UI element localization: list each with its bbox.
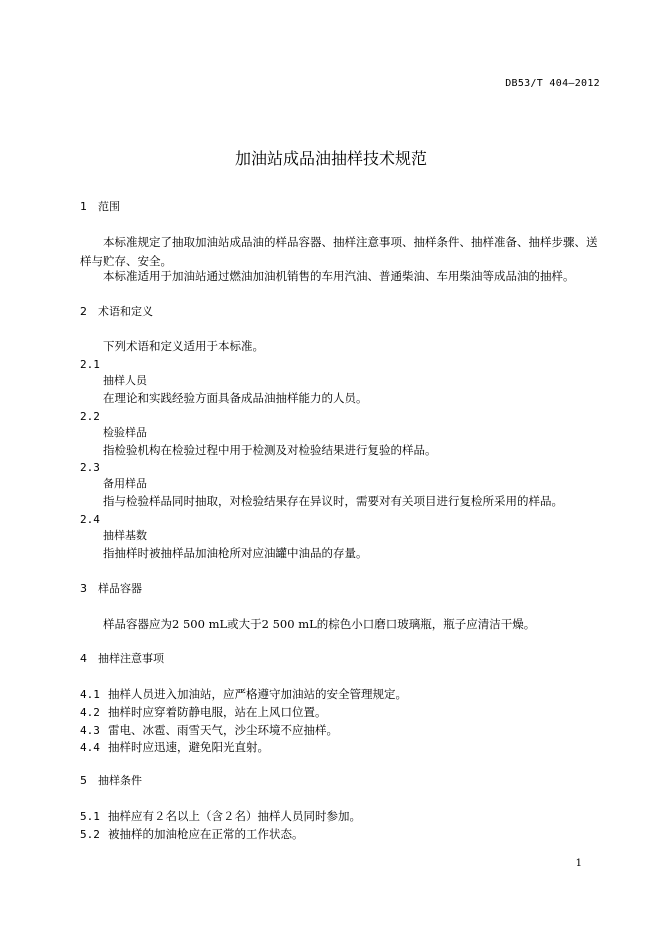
section-2-heading — [80, 304, 153, 320]
clause-item — [80, 739, 269, 756]
section-number: 1 — [80, 200, 87, 213]
clause-item — [80, 808, 361, 825]
clause-text: 雷电、冰雹、雨雪天气，沙尘环境不应抽样。 — [108, 723, 338, 737]
clause-text: 抽样人员进入加油站，应严格遵守加油站的安全管理规定。 — [108, 687, 407, 701]
clause-text: 抽样时应迅速，避免阳光直射。 — [108, 740, 269, 754]
term-number: 2.4 — [80, 513, 100, 526]
clause-number: 4.4 — [80, 741, 100, 754]
document-title: 加油站成品油抽样技术规范 — [234, 149, 427, 168]
clause-text: 被抽样的加油枪应在正常的工作状态。 — [108, 827, 304, 841]
term-definition: 在理论和实践经验方面具备成品油抽样能力的人员。 — [103, 391, 368, 405]
clause-number: 5.2 — [80, 828, 100, 841]
term-name: 抽样人员 — [103, 374, 147, 387]
clause-text: 抽样时应穿着防静电服，站在上风口位置。 — [108, 705, 327, 719]
section-title: 术语和定义 — [98, 305, 153, 318]
term-number: 2.1 — [80, 358, 100, 371]
section-number: 4 — [80, 652, 87, 665]
page-number: 1 — [575, 858, 582, 869]
container-paragraph: 样品容器应为2 500 mL或大于2 500 mL的棕色小口磨口玻璃瓶，瓶子应清洁干燥。 — [103, 617, 536, 631]
clause-number: 4.2 — [80, 706, 100, 719]
term-name: 检验样品 — [103, 426, 147, 439]
term-number: 2.2 — [80, 410, 100, 423]
section-1-heading — [80, 199, 120, 215]
clause-item — [80, 686, 407, 703]
section-4-heading — [80, 651, 164, 667]
section-5-heading — [80, 773, 142, 789]
section-title: 范围 — [98, 200, 120, 213]
terms-intro: 下列术语和定义适用于本标准。 — [103, 339, 264, 353]
section-number: 2 — [80, 305, 87, 318]
section-number: 5 — [80, 774, 87, 787]
scope-paragraph-1: 本标准规定了抽取加油站成品油的样品容器、抽样注意事项、抽样条件、抽样准备、抽样步骤、送样与贮存、安全。 — [80, 235, 598, 268]
clause-item — [80, 722, 338, 739]
section-title: 抽样条件 — [98, 774, 142, 787]
term-number: 2.3 — [80, 461, 100, 474]
term-definition: 指检验机构在检验过程中用于检测及对检验结果进行复验的样品。 — [103, 443, 437, 457]
clause-text: 抽样应有２名以上（含２名）抽样人员同时参加。 — [108, 809, 361, 823]
term-name: 抽样基数 — [103, 529, 147, 542]
term-definition: 指与检验样品同时抽取，对检验结果存在异议时，需要对有关项目进行复检所采用的样品。 — [103, 494, 563, 508]
clause-item — [80, 826, 304, 843]
term-definition: 指抽样时被抽样品加油枪所对应油罐中油品的存量。 — [103, 546, 368, 560]
section-3-heading — [80, 581, 142, 597]
clause-item — [80, 704, 327, 721]
scope-paragraph-2: 本标准适用于加油站通过燃油加油机销售的车用汽油、普通柴油、车用柴油等成品油的抽样。 — [103, 269, 575, 283]
term-name: 备用样品 — [103, 477, 147, 490]
section-number: 3 — [80, 582, 87, 595]
standard-code: DB53/T 404—2012 — [505, 78, 600, 89]
clause-number: 5.1 — [80, 810, 100, 823]
clause-number: 4.1 — [80, 688, 100, 701]
section-title: 样品容器 — [98, 582, 142, 595]
section-title: 抽样注意事项 — [98, 652, 164, 665]
clause-number: 4.3 — [80, 724, 100, 737]
